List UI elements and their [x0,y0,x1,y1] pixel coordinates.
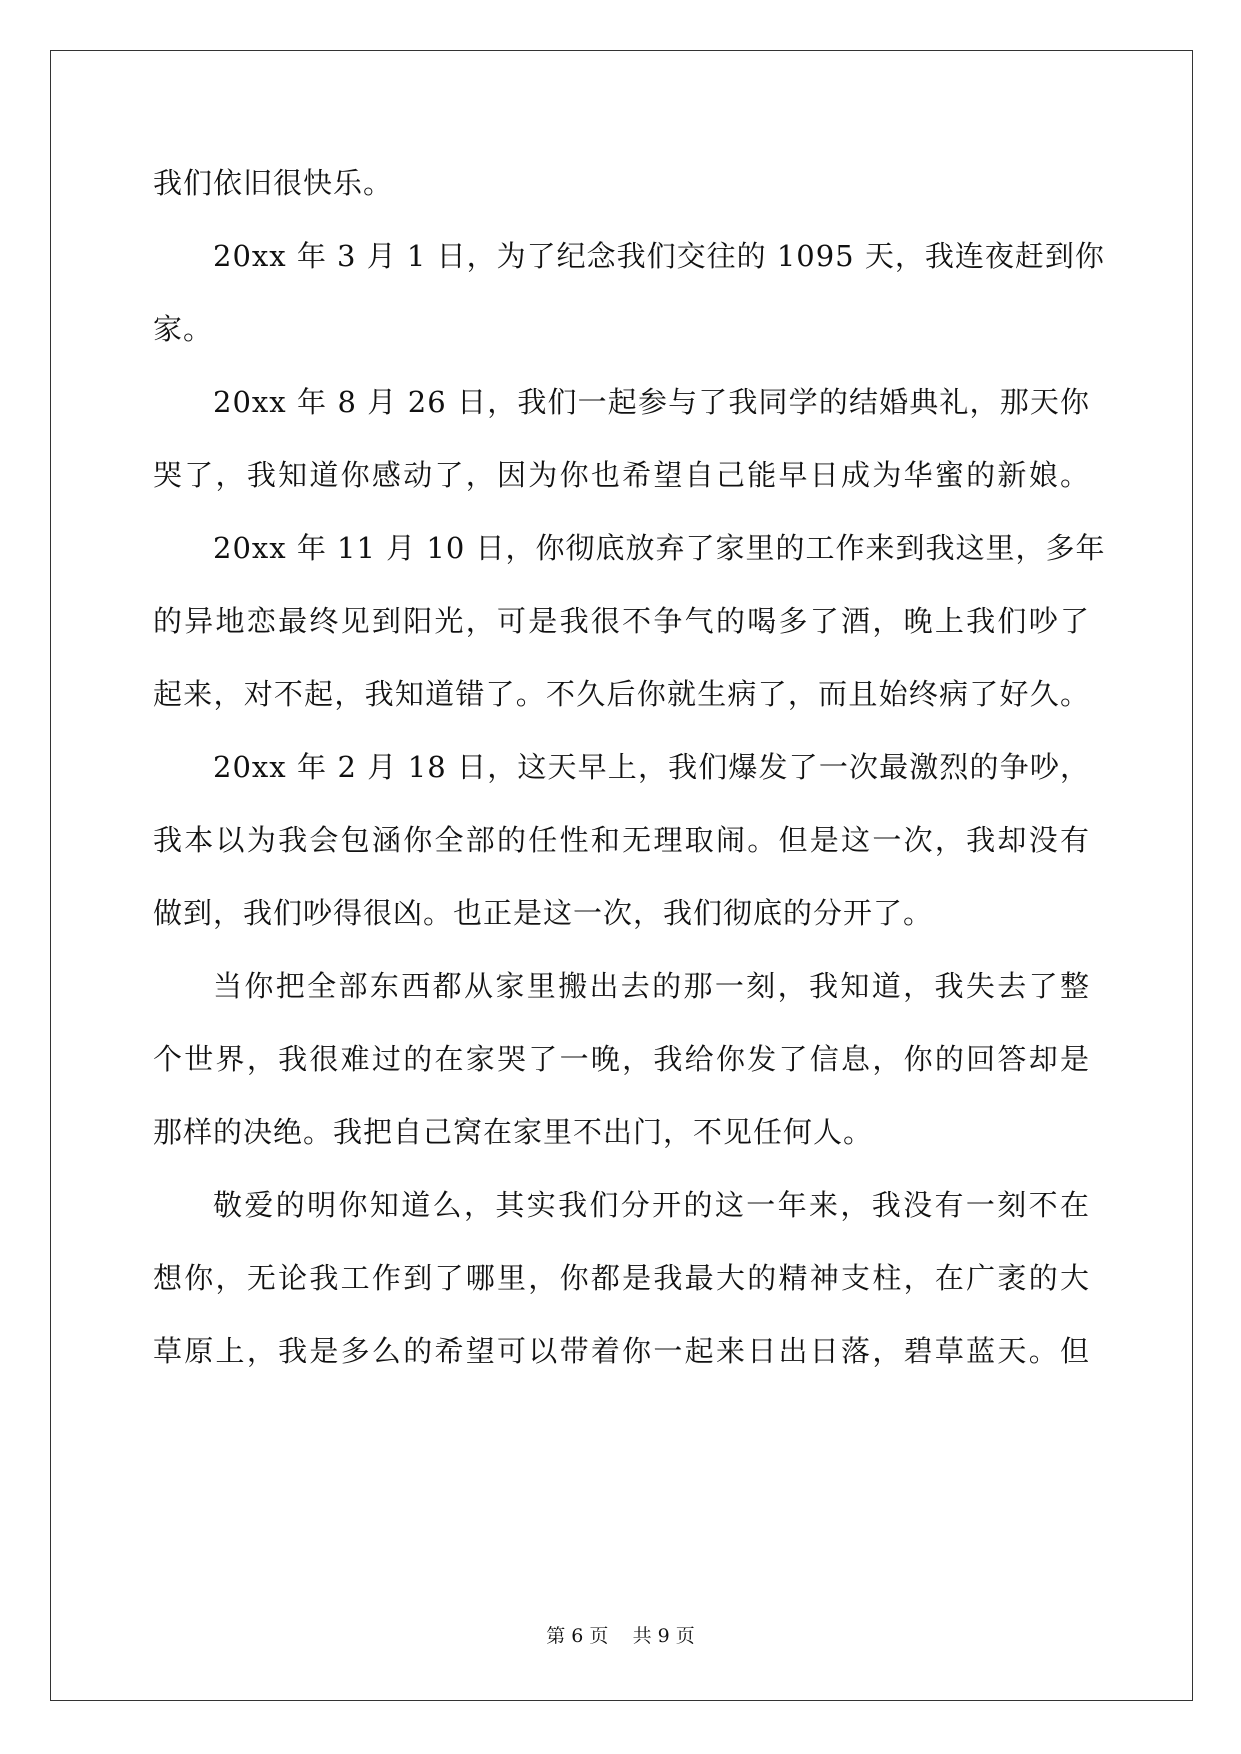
text-line: 做到，我们吵得很凶。也正是这一次，我们彻底的分开了。 [153,896,934,930]
text-line: 当你把全部东西都从家里搬出去的那一刻，我知道，我失去了整 [213,969,1090,1003]
text-line: 20xx 年 11 月 10 日，你彻底放弃了家里的工作来到我这里，多年 [213,531,1106,565]
text-line: 那样的决绝。我把自己窝在家里不出门，不见任何人。 [153,1115,874,1149]
text-line: 我们依旧很快乐。 [153,166,394,200]
text-line: 我本以为我会包涵你全部的任性和无理取闹。但是这一次，我却没有 [153,823,1090,857]
text-line: 20xx 年 2 月 18 日，这天早上，我们爆发了一次最激烈的争吵， [213,750,1090,784]
page-border [50,50,1193,1701]
text-line: 想你，无论我工作到了哪里，你都是我最大的精神支柱，在广袤的大 [153,1261,1090,1295]
text-line: 敬爱的明你知道么，其实我们分开的这一年来，我没有一刻不在 [213,1188,1090,1222]
text-line: 草原上，我是多么的希望可以带着你一起来日出日落，碧草蓝天。但 [153,1334,1090,1368]
text-line: 20xx 年 8 月 26 日，我们一起参与了我同学的结婚典礼，那天你 [213,385,1090,419]
text-line: 家。 [153,312,214,346]
text-line: 哭了，我知道你感动了，因为你也希望自己能早日成为华蜜的新娘。 [153,458,1090,492]
text-line: 个世界，我很难过的在家哭了一晚，我给你发了信息，你的回答却是 [153,1042,1090,1076]
page-number-footer: 第 6 页 共 9 页 [546,1625,695,1647]
text-line: 的异地恋最终见到阳光，可是我很不争气的喝多了酒，晚上我们吵了 [153,604,1090,638]
text-line: 20xx 年 3 月 1 日，为了纪念我们交往的 1095 天，我连夜赶到你 [213,239,1105,273]
text-line: 起来，对不起，我知道错了。不久后你就生病了，而且始终病了好久。 [153,677,1090,711]
